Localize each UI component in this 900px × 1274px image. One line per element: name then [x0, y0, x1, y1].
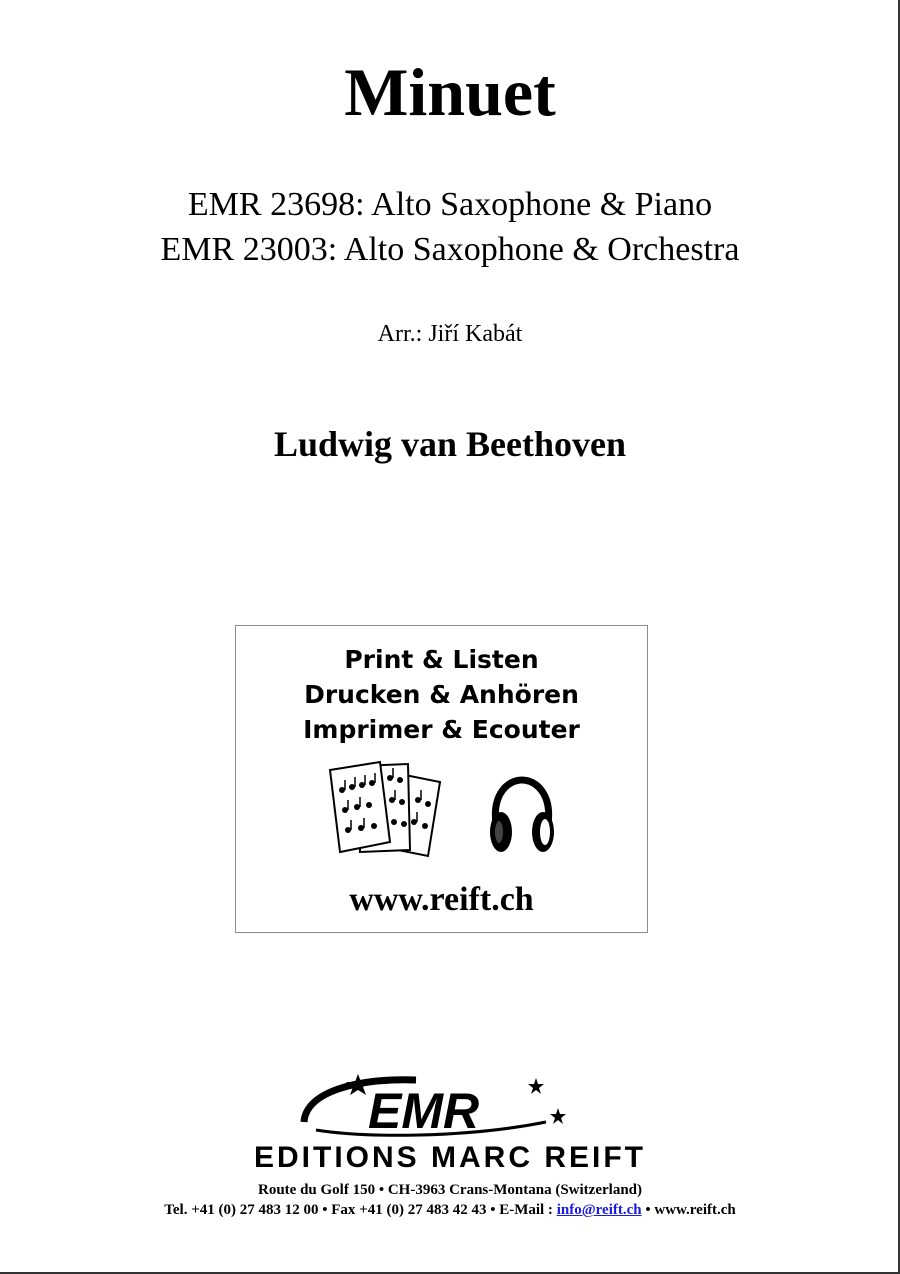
promo-line-german: Drucken & Anhören	[304, 680, 579, 709]
publisher-name: EDITIONS MARC REIFT	[254, 1141, 646, 1174]
page-title: Minuet	[344, 54, 556, 130]
promo-line-english: Print & Listen	[344, 645, 539, 674]
footer-address: Route du Golf 150 • CH-3963 Crans-Montana (Switzerland)	[258, 1182, 642, 1198]
headphones-icon	[486, 774, 558, 858]
composer-name: Ludwig van Beethoven	[273, 424, 627, 464]
footer-contact	[0, 1200, 900, 1220]
email-link[interactable]: info@reift.ch	[556, 1202, 642, 1218]
edition-line-orchestra: EMR 23003: Alto Saxophone & Orchestra	[160, 231, 740, 268]
emr-logo-text: EMR	[368, 1083, 480, 1139]
sheet-music-icon	[328, 760, 453, 860]
arranger-credit: Arr.: Jiří Kabát	[377, 321, 523, 347]
print-listen-box	[235, 625, 648, 933]
footer-website: • www.reift.ch	[641, 1202, 736, 1218]
edition-line-piano: EMR 23698: Alto Saxophone & Piano	[187, 186, 713, 223]
footer-phone-fax: Tel. +41 (0) 27 483 12 00 • Fax +41 (0) 27 483 42 43 • E-Mail :	[164, 1202, 557, 1218]
emr-star-logo	[296, 1072, 576, 1144]
promo-website: www.reift.ch	[349, 881, 534, 918]
promo-line-french: Imprimer & Ecouter	[303, 715, 580, 744]
